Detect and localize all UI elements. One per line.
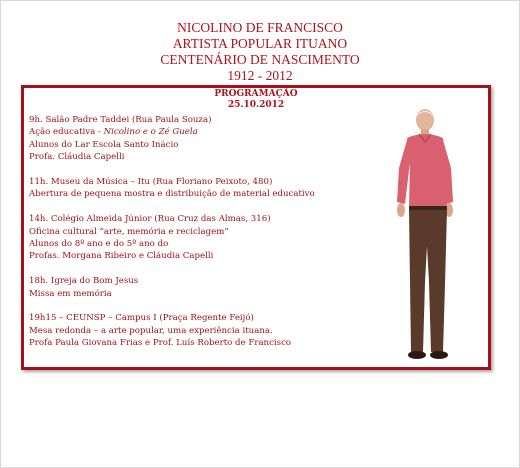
program-schedule (29, 114, 399, 350)
event-detail (29, 126, 399, 138)
event-detail: Abertura de pequena mostra e distribuição de material educativo (29, 189, 315, 200)
event-heading: 14h. Colégio Almeida Júnior (Rua Cruz das Almas, 316) (29, 214, 271, 225)
event-heading: 19h15 – CEUNSP – Campus I (Praça Regente Feijó) (29, 313, 254, 324)
event-detail: Alunos do Lar Escola Santo Inácio (29, 139, 179, 150)
event-detail-prefix: Ação educativa - (29, 127, 104, 138)
event-detail: Mesa redonda – a arte popular, uma experiência ituana. (29, 325, 273, 336)
trousers (409, 210, 447, 352)
event-detail-italic: Nicolino e o Zé Guela (103, 127, 198, 138)
header-years: 1912 - 2012 (227, 68, 293, 83)
header-subtitle: ARTISTA POPULAR ITUANO (172, 36, 348, 51)
event-detail: Alunos do 8º ano e do 5º ano do (29, 239, 169, 250)
program-box (21, 85, 491, 370)
event-detail: Profa Paula Giovana Frias e Prof. Luís Roberto de Francisco (29, 338, 292, 349)
event-header (0, 20, 520, 84)
event-detail: Oficina cultural “arte, memória e reciclagem” (29, 226, 229, 237)
header-name: NICOLINO DE FRANCISCO (177, 20, 343, 35)
right-shoe (430, 351, 448, 359)
elderly-man-photo-icon (379, 106, 479, 362)
spacer (29, 201, 399, 213)
header-centenary: CENTENÁRIO DE NASCIMENTO (160, 52, 360, 67)
program-title: PROGRAMAÇÃO (214, 89, 298, 99)
spacer (29, 300, 399, 312)
event-detail: Profa. Cláudia Capelli (29, 152, 125, 163)
event-detail: Profas. Morgana Ribeiro e Cláudia Capelli (29, 251, 214, 262)
left-hand (397, 203, 405, 217)
event-detail: Missa em memória (29, 288, 112, 299)
spacer (29, 263, 399, 275)
event-heading: 9h. Salão Padre Taddei (Rua Paula Souza) (29, 115, 212, 125)
program-date: 25.10.2012 (227, 100, 285, 110)
left-shoe (408, 351, 426, 359)
spacer (29, 164, 399, 176)
event-heading: 18h. Igreja do Bom Jesus (29, 276, 139, 287)
head (416, 109, 434, 131)
event-heading: 11h. Museu da Música – Itu (Rua Floriano Peixoto, 480) (29, 177, 273, 188)
